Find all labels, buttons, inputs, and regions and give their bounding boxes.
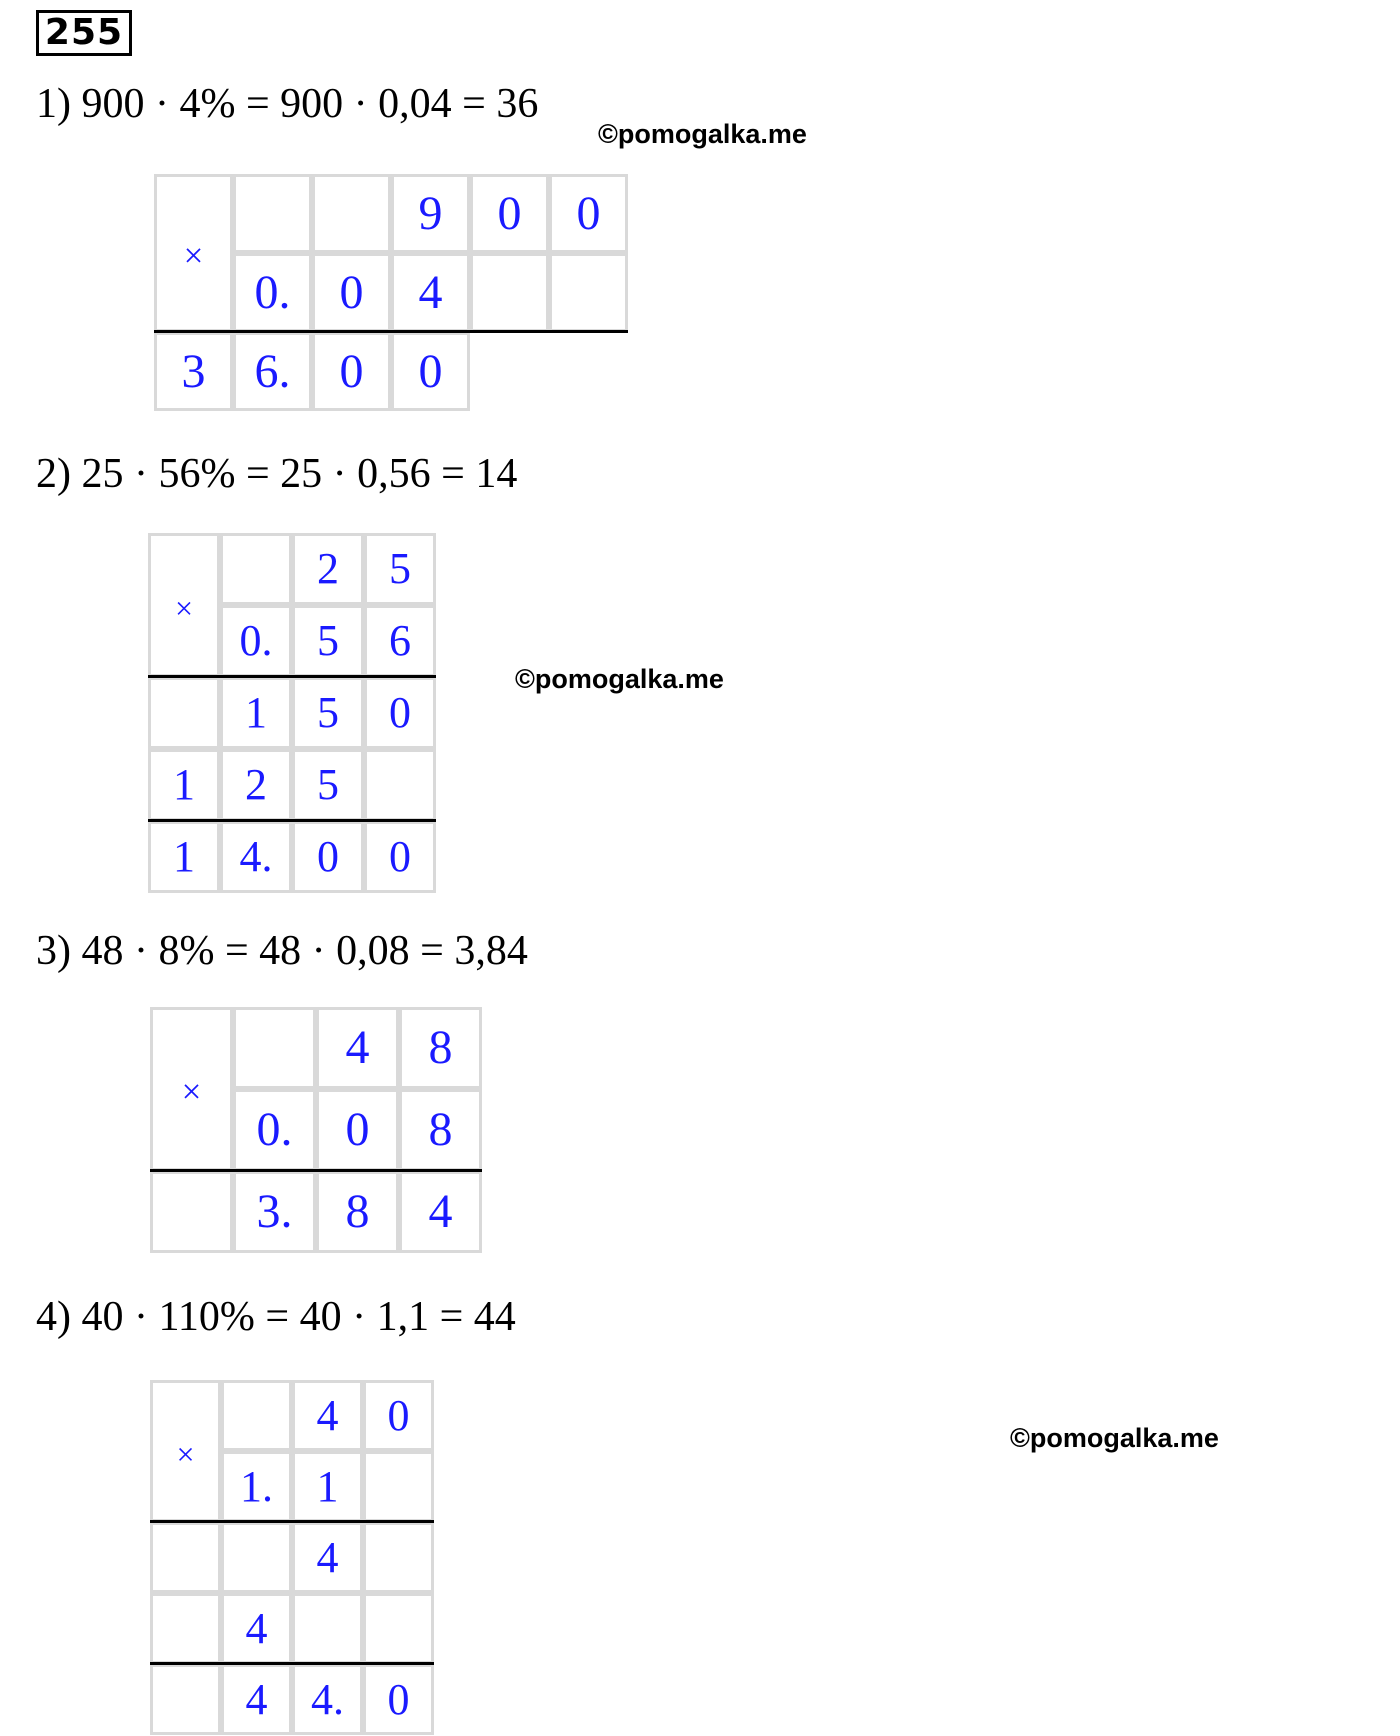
grid-cell [221,1380,292,1451]
grid-cell: 4 [221,1593,292,1664]
grid-cell [233,1007,316,1089]
sum-line [150,1662,434,1665]
grid-cell [150,1171,233,1253]
grid-cell: 0 [549,174,628,253]
sum-line [154,330,628,333]
sum-line [148,675,436,678]
grid-cell: 4. [220,821,292,893]
sum-line [150,1169,482,1172]
grid-cell [150,1593,221,1664]
equation-1: 1) 900 · 4% = 900 · 0,04 = 36 [36,81,539,127]
grid-cell: 0 [312,332,391,411]
grid-cell: 5 [292,605,364,677]
grid-cell: 4 [391,253,470,332]
watermark: ©pomogalka.me [1010,1423,1219,1453]
sum-line [148,819,436,822]
multiply-sign: × [148,533,220,677]
grid-cell [233,174,312,253]
grid-cell [150,1664,221,1735]
watermark: ©pomogalka.me [598,119,807,149]
grid-cell: 1 [292,1451,363,1522]
grid-cell: 9 [391,174,470,253]
grid-cell: 0. [220,605,292,677]
grid-cell: 3. [233,1171,316,1253]
task-number: 255 [36,10,132,56]
grid-cell: 5 [292,677,364,749]
grid-cell: 3 [154,332,233,411]
grid-cell: 4 [399,1171,482,1253]
grid-cell [363,1522,434,1593]
grid-cell: 4. [292,1664,363,1735]
grid-cell: 0. [233,253,312,332]
watermark: ©pomogalka.me [515,664,724,694]
grid-cell: 2 [220,749,292,821]
grid-cell: 5 [364,533,436,605]
multiply-sign: × [150,1380,221,1522]
grid-cell [364,749,436,821]
multiply-sign: × [154,174,233,332]
grid-cell: 4 [292,1380,363,1451]
grid-cell: 6 [364,605,436,677]
sum-line [150,1520,434,1523]
grid-cell: 4 [292,1522,363,1593]
grid-cell: 8 [316,1171,399,1253]
grid-cell [363,1451,434,1522]
grid-cell: 0 [364,677,436,749]
grid-cell [220,533,292,605]
grid-cell: 4 [316,1007,399,1089]
grid-cell: 8 [399,1007,482,1089]
grid-cell: 4 [221,1664,292,1735]
grid-cell [312,174,391,253]
grid-cell: 0 [363,1664,434,1735]
grid-cell [148,677,220,749]
grid-cell: 0 [363,1380,434,1451]
grid-cell: 0 [292,821,364,893]
grid-cell [470,253,549,332]
grid-cell [292,1593,363,1664]
equation-4: 4) 40 · 110% = 40 · 1,1 = 44 [36,1294,516,1340]
grid-cell: 0. [233,1089,316,1171]
grid-cell: 1. [221,1451,292,1522]
grid-cell: 6. [233,332,312,411]
grid-cell: 5 [292,749,364,821]
equation-2: 2) 25 · 56% = 25 · 0,56 = 14 [36,451,518,497]
grid-cell: 8 [399,1089,482,1171]
grid-cell [363,1593,434,1664]
grid-cell: 0 [312,253,391,332]
grid-cell: 0 [364,821,436,893]
grid-cell: 1 [148,749,220,821]
grid-cell [549,253,628,332]
grid-cell: 1 [148,821,220,893]
grid-cell: 2 [292,533,364,605]
grid-cell [221,1522,292,1593]
grid-cell: 0 [316,1089,399,1171]
grid-cell: 0 [470,174,549,253]
multiply-sign: × [150,1007,233,1171]
grid-cell: 1 [220,677,292,749]
grid-cell [150,1522,221,1593]
grid-cell: 0 [391,332,470,411]
equation-3: 3) 48 · 8% = 48 · 0,08 = 3,84 [36,928,528,974]
